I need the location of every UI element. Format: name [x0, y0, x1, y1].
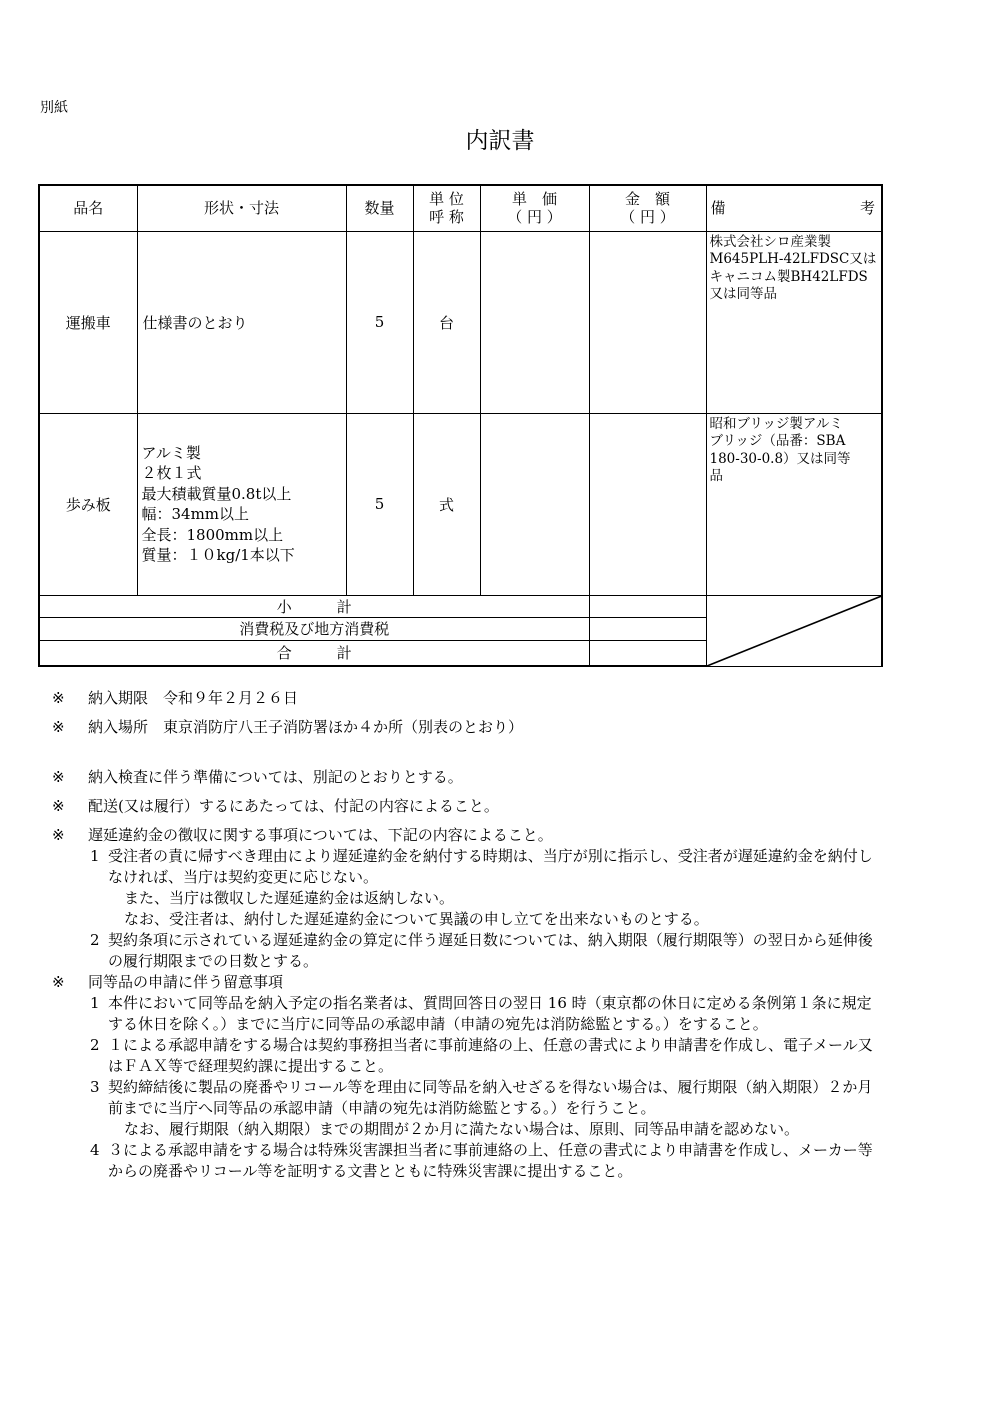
- item-text: ３による承認申請をする場合は特殊災害課担当者に事前連絡の上、任意の書式により申請書を作成し、メーカー等からの廃番やリコール等を証明する文書とともに特殊災害課に提出すること。: [108, 1141, 873, 1180]
- equivalent-paragraph: なお、履行期限（納入期限）までの期間が２か月に満たない場合は、原則、同等品申請を認めない。: [124, 1120, 800, 1138]
- header-remarks: [706, 185, 882, 231]
- note-mark: ※: [52, 797, 65, 815]
- header-remarks-right: 考: [859, 199, 875, 217]
- header-unit-line2: 呼 称: [429, 208, 464, 227]
- equivalent-item: [52, 1077, 882, 1119]
- header-price-line2: （ 円 ）: [507, 208, 562, 227]
- shape-line: 全長：1800mm以上: [141, 525, 284, 544]
- header-amount-line2: （ 円 ）: [620, 208, 675, 227]
- header-amount: [589, 185, 706, 231]
- item-text: １による承認申請をする場合は契約事務担当者に事前連絡の上、任意の書式により申請書を作成し、電子メール又はＦＡＸ等で経理契約課に提出すること。: [108, 1036, 873, 1075]
- note-penalty: [52, 825, 882, 846]
- diagonal-line: [707, 596, 882, 666]
- breakdown-table: [38, 184, 883, 667]
- item-text: 受注者の責に帰すべき理由により遅延違約金を納付する時期は、当庁が別に指示し、受注者が遅延違約金を納付しなければ、当庁は契約変更に応じない。: [108, 847, 873, 886]
- item-text: 本件において同等品を納入予定の指名業者は、質問回答日の翌日 16 時（東京都の休日に定める条例第１条に規定する休日を除く。）までに当庁に同等品の承認申請（申請の宛先は消防総監とする。）をすること。: [108, 994, 872, 1033]
- row-shape: [137, 413, 346, 595]
- item-number: 2: [90, 1036, 100, 1054]
- penalty-paragraph: また、当庁は徴収した遅延違約金は返納しない。: [124, 889, 455, 907]
- row-unit: 台: [413, 231, 480, 413]
- item-text: 契約条項に示されている遅延違約金の算定に伴う遅延日数については、納入期限（履行期限等）の翌日から延伸後の履行期限までの日数とする。: [108, 931, 873, 970]
- shape-line: 質量：１０kg/1本以下: [141, 546, 295, 564]
- item-number: 3: [90, 1078, 100, 1096]
- row-remarks: [706, 231, 882, 413]
- note-mark: ※: [52, 718, 65, 736]
- notes-section: [52, 688, 882, 1182]
- penalty-item: [52, 846, 882, 888]
- row-item: 運搬車: [39, 231, 137, 413]
- header-unit-price: [480, 185, 589, 231]
- note-delivery-place: [52, 717, 882, 738]
- item-number: 4: [90, 1141, 100, 1159]
- note-shipping: [52, 796, 882, 817]
- shape-line: 最大積載質量0.8t以上: [141, 484, 292, 503]
- header-remarks-left: 備: [710, 199, 726, 217]
- row-unit-price: [480, 413, 589, 595]
- header-price-line1: 単 価: [511, 190, 557, 209]
- header-shape: 形状・寸法: [137, 185, 346, 231]
- tax-label: 消費税及び地方消費税: [39, 617, 589, 640]
- item-text: 契約締結後に製品の廃番やリコール等を理由に同等品を納入せざるを得ない場合は、履行期限（納入期限）２か月前までに当庁へ同等品の承認申請（申請の宛先は消防総監とする。）を行うこと。: [108, 1078, 873, 1117]
- subtotal-amount: [589, 595, 706, 617]
- penalty-item: [52, 930, 882, 972]
- shape-line: アルミ製: [141, 443, 201, 462]
- note-text: 同等品の申請に伴う留意事項: [88, 973, 284, 991]
- header-item: 品名: [39, 185, 137, 231]
- note-equivalent: [52, 972, 882, 993]
- row-shape: 仕様書のとおり: [137, 231, 346, 413]
- note-text: 納入場所 東京消防庁八王子消防署ほか４か所（別表のとおり）: [88, 718, 524, 736]
- note-delivery-deadline: [52, 688, 882, 709]
- remarks-line: キャニコム製BH42LFDS: [709, 268, 868, 285]
- note-text: 配送(又は履行）するにあたっては、付記の内容によること。: [88, 797, 499, 815]
- row-unit-price: [480, 231, 589, 413]
- note-mark: ※: [52, 768, 65, 786]
- table-row: [39, 413, 882, 595]
- row-item: 歩み板: [39, 413, 137, 595]
- tax-amount: [589, 617, 706, 640]
- item-number: 1: [90, 847, 100, 865]
- remarks-line: 品: [709, 468, 723, 484]
- row-amount: [589, 413, 706, 595]
- summary-diagonal-cell: [706, 595, 882, 666]
- attachment-label: 別紙: [40, 100, 68, 116]
- header-row: [39, 185, 882, 231]
- equivalent-item: [52, 1035, 882, 1077]
- remarks-line: ブリッジ（品番：SBA: [709, 433, 846, 449]
- row-remarks: [706, 413, 882, 595]
- remarks-line: 又は同等品: [709, 286, 777, 302]
- shape-line: ２枚１式: [141, 464, 202, 482]
- note-mark: ※: [52, 973, 65, 991]
- note-mark: ※: [52, 826, 65, 844]
- document-title: 内訳書: [465, 128, 535, 154]
- item-number: 2: [90, 931, 100, 949]
- total-label: 合 計: [39, 640, 589, 666]
- note-mark: ※: [52, 689, 65, 707]
- penalty-paragraph: なお、受注者は、納付した遅延違約金について異議の申し立てを出来ないものとする。: [124, 910, 709, 928]
- note-inspection: [52, 767, 882, 788]
- header-qty: 数量: [346, 185, 413, 231]
- note-text: 納入検査に伴う準備については、別記のとおりとする。: [88, 768, 463, 786]
- equivalent-item: [52, 1140, 882, 1182]
- subtotal-label: 小 計: [39, 595, 589, 617]
- total-amount: [589, 640, 706, 666]
- remarks-line: M645PLH-42LFDSC又は: [709, 251, 877, 267]
- header-amount-line1: 金 額: [624, 190, 670, 209]
- equivalent-item: [52, 993, 882, 1035]
- header-unit-line1: 単 位: [429, 190, 464, 209]
- row-qty: 5: [346, 413, 413, 595]
- note-text: 遅延違約金の徴収に関する事項については、下記の内容によること。: [88, 826, 553, 844]
- row-unit: 式: [413, 413, 480, 595]
- row-qty: 5: [346, 231, 413, 413]
- note-text: 納入期限 令和９年２月２６日: [88, 689, 299, 707]
- row-amount: [589, 231, 706, 413]
- remarks-line: 株式会社シロ産業製: [709, 233, 831, 250]
- subtotal-row: [39, 595, 882, 617]
- shape-line: 幅：34mm以上: [141, 505, 250, 523]
- header-unit: [413, 185, 480, 231]
- item-number: 1: [90, 994, 100, 1012]
- remarks-line: 昭和ブリッジ製アルミ: [709, 415, 843, 432]
- remarks-line: 180-30-0.8）又は同等: [709, 450, 851, 467]
- table-row: [39, 231, 882, 413]
